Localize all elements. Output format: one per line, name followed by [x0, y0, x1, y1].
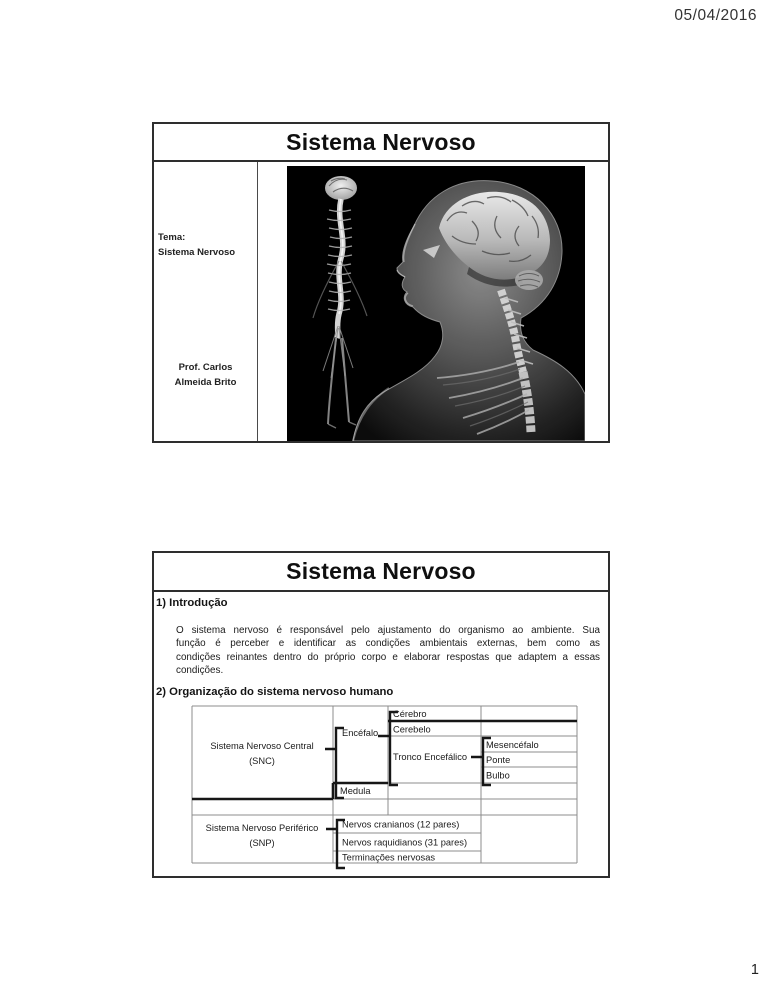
slide-2: [152, 551, 610, 878]
nervos-raquidianos-label: Nervos raquidianos (31 pares): [342, 837, 468, 848]
intro-paragraph: [176, 624, 600, 678]
nervos-cranianos-label: Nervos cranianos (12 pares): [342, 819, 460, 830]
author-line1: Prof. Carlos: [178, 362, 233, 373]
intro-line: condições reinantes dentro do próprio corpo e elaborar respostas que adaptem a essas: [176, 651, 600, 663]
date-header: 05/04/2016: [674, 7, 757, 24]
tema-label: Tema:: [158, 232, 186, 243]
intro-line: função é perceber e identificar as condições ambientais externas, bem como as: [176, 638, 600, 650]
organization-heading: 2) Organização do sistema nervoso humano: [156, 686, 394, 698]
intro-line: O sistema nervoso é responsável pelo ajustamento do organismo ao ambiente. Sua: [176, 625, 600, 636]
terminacoes-label: Terminações nervosas: [342, 852, 436, 863]
medula-label: Medula: [340, 786, 371, 796]
tema-block: [158, 230, 256, 260]
cerebelo-label: Cerebelo: [393, 724, 431, 735]
intro-heading: 1) Introdução: [156, 597, 228, 609]
snp-sigla-label: (SNP): [249, 838, 275, 848]
intro-line: condições.: [176, 665, 224, 677]
snc-sigla-label: (SNC): [249, 756, 275, 766]
tema-value: Sistema Nervoso: [158, 247, 236, 258]
cerebro-label: Cérebro: [393, 709, 427, 719]
nervous-system-xray-image: [287, 166, 585, 441]
author-block: [154, 360, 257, 390]
snp-label: Sistema Nervoso Periférico: [205, 823, 319, 833]
page-number: 1: [750, 962, 759, 978]
ponte-label: Ponte: [486, 755, 511, 765]
encefalo-label: Encéfalo: [342, 728, 379, 738]
slide1-title: Sistema Nervoso: [154, 124, 608, 162]
mesencefalo-label: Mesencéfalo: [486, 740, 539, 750]
bulbo-label: Bulbo: [486, 770, 510, 781]
panel-divider: [257, 162, 258, 441]
slide-1: [152, 122, 610, 443]
nervous-system-hierarchy-diagram: [190, 705, 580, 871]
slide2-title: Sistema Nervoso: [154, 553, 608, 592]
tronco-label: Tronco Encefálico: [393, 752, 468, 762]
author-line2: Almeida Brito: [174, 377, 237, 388]
snc-label: Sistema Nervoso Central: [210, 741, 314, 751]
